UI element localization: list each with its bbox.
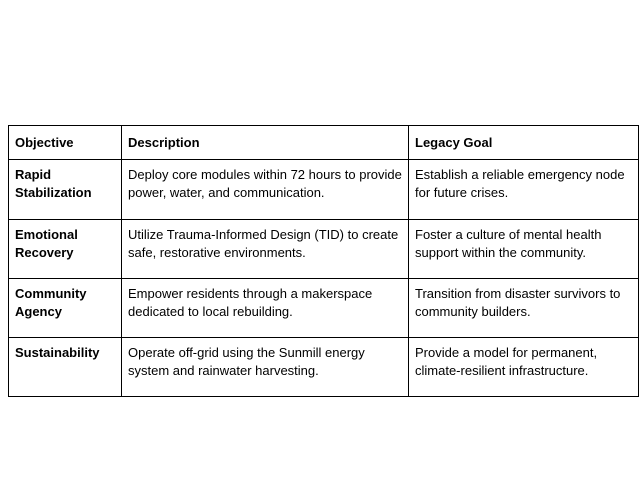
objective-cell: Community Agency	[9, 279, 122, 338]
header-row	[9, 126, 639, 160]
table-row	[9, 338, 639, 397]
header-legacy-goal: Legacy Goal	[409, 126, 639, 160]
description-cell: Deploy core modules within 72 hours to provide power, water, and communication.	[122, 160, 409, 220]
table-header	[9, 126, 639, 160]
objective-cell: Emotional Recovery	[9, 220, 122, 279]
description-cell: Empower residents through a makerspace dedicated to local rebuilding.	[122, 279, 409, 338]
description-cell: Utilize Trauma-Informed Design (TID) to create safe, restorative environments.	[122, 220, 409, 279]
header-description: Description	[122, 126, 409, 160]
legacy-goal-cell: Provide a model for permanent, climate-resilient infrastructure.	[409, 338, 639, 397]
objective-cell: Rapid Stabilization	[9, 160, 122, 220]
header-objective: Objective	[9, 126, 122, 160]
legacy-goal-cell: Establish a reliable emergency node for future crises.	[409, 160, 639, 220]
table-row	[9, 220, 639, 279]
table-row	[9, 279, 639, 338]
legacy-goal-cell: Foster a culture of mental health support within the community.	[409, 220, 639, 279]
objective-cell: Sustainability	[9, 338, 122, 397]
table-body	[9, 160, 639, 397]
description-cell: Operate off-grid using the Sunmill energy system and rainwater harvesting.	[122, 338, 409, 397]
objectives-table	[8, 125, 639, 397]
table-row	[9, 160, 639, 220]
legacy-goal-cell: Transition from disaster survivors to community builders.	[409, 279, 639, 338]
